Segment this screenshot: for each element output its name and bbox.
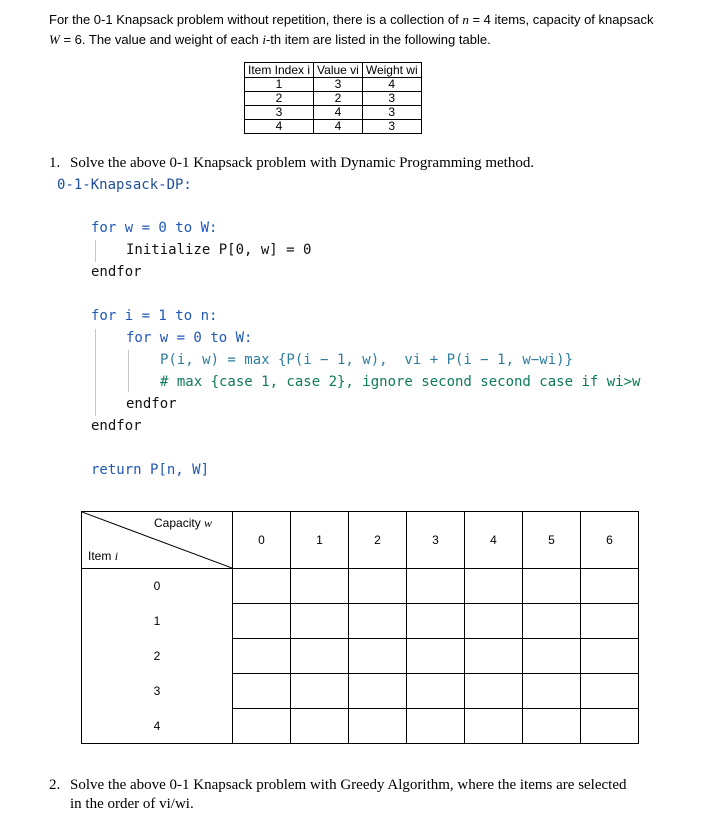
items-table-row bbox=[245, 120, 422, 134]
code-line-for-w-inner: for w = 0 to W: bbox=[126, 330, 253, 346]
dp-row bbox=[82, 639, 639, 674]
code-line-comment: # max {case 1, case 2}, ignore second second case if wi>w bbox=[160, 374, 641, 390]
var-n: n bbox=[462, 12, 469, 27]
code-line-initialize: Initialize P[0, w] = 0 bbox=[126, 242, 312, 258]
dp-empty-cell[interactable] bbox=[407, 709, 465, 744]
items-table-row bbox=[245, 106, 422, 120]
dp-empty-cell[interactable] bbox=[465, 709, 523, 744]
dp-empty-cell[interactable] bbox=[465, 604, 523, 639]
var-i: i bbox=[262, 32, 266, 47]
header-value: Value vi bbox=[314, 63, 363, 78]
item-label: Item i bbox=[88, 549, 119, 563]
dp-column-header: 4 bbox=[465, 512, 523, 569]
dp-empty-cell[interactable] bbox=[581, 569, 639, 604]
intro-text: = 4 items, capacity of knapsack bbox=[468, 12, 654, 27]
dp-empty-cell[interactable] bbox=[407, 604, 465, 639]
intro-text: For the 0-1 Knapsack problem without repetition, there is a collection of bbox=[49, 12, 463, 27]
items-table-cell: 4 bbox=[314, 120, 363, 134]
header-weight: Weight wi bbox=[362, 63, 421, 78]
dp-empty-cell[interactable] bbox=[523, 674, 581, 709]
question-text-line-1: Solve the above 0-1 Knapsack problem with Greedy Algorithm, where the items are selected bbox=[70, 777, 627, 793]
dp-empty-cell[interactable] bbox=[233, 639, 291, 674]
items-table-cell: 3 bbox=[362, 92, 421, 106]
items-table-cell: 4 bbox=[314, 106, 363, 120]
dp-empty-cell[interactable] bbox=[465, 674, 523, 709]
dp-empty-cell[interactable] bbox=[349, 709, 407, 744]
dp-empty-cell[interactable] bbox=[233, 709, 291, 744]
dp-empty-cell[interactable] bbox=[233, 569, 291, 604]
capacity-label: Capacity w bbox=[154, 516, 213, 530]
dp-empty-cell[interactable] bbox=[291, 674, 349, 709]
items-table-cell: 1 bbox=[245, 78, 314, 92]
dp-empty-cell[interactable] bbox=[407, 639, 465, 674]
code-line-return: return P[n, W] bbox=[91, 462, 210, 478]
dp-empty-cell[interactable] bbox=[407, 674, 465, 709]
dp-empty-cell[interactable] bbox=[581, 674, 639, 709]
items-table-cell: 2 bbox=[245, 92, 314, 106]
dp-empty-cell[interactable] bbox=[581, 639, 639, 674]
intro-line-1 bbox=[49, 10, 709, 30]
dp-empty-cell[interactable] bbox=[349, 639, 407, 674]
dp-row-header: 4 bbox=[82, 709, 233, 744]
dp-empty-cell[interactable] bbox=[581, 604, 639, 639]
items-table-cell: 3 bbox=[362, 120, 421, 134]
intro-line-2 bbox=[49, 30, 709, 50]
dp-empty-cell[interactable] bbox=[407, 569, 465, 604]
dp-row bbox=[82, 604, 639, 639]
question-number: 1. bbox=[49, 155, 61, 171]
dp-corner-cell bbox=[82, 512, 233, 569]
dp-empty-cell[interactable] bbox=[291, 569, 349, 604]
dp-empty-cell[interactable] bbox=[349, 604, 407, 639]
algorithm-title: 0-1-Knapsack-DP: bbox=[57, 177, 192, 193]
dp-empty-cell[interactable] bbox=[291, 709, 349, 744]
dp-row bbox=[82, 569, 639, 604]
dp-column-header: 1 bbox=[291, 512, 349, 569]
code-line-for-w: for w = 0 to W: bbox=[91, 220, 218, 236]
dp-column-header: 2 bbox=[349, 512, 407, 569]
dp-empty-cell[interactable] bbox=[523, 639, 581, 674]
question-number: 2. bbox=[49, 777, 61, 793]
items-table-row bbox=[245, 92, 422, 106]
header-item-index: Item Index i bbox=[245, 63, 314, 78]
dp-empty-cell[interactable] bbox=[523, 709, 581, 744]
intro-text: -th item are listed in the following table. bbox=[265, 32, 491, 47]
dp-empty-cell[interactable] bbox=[291, 604, 349, 639]
dp-header-row bbox=[82, 512, 639, 569]
code-line-endfor-outer: endfor bbox=[91, 418, 142, 434]
items-table-cell: 4 bbox=[245, 120, 314, 134]
dp-column-header: 3 bbox=[407, 512, 465, 569]
dp-column-header: 6 bbox=[581, 512, 639, 569]
code-line-endfor-inner: endfor bbox=[126, 396, 177, 412]
code-line-recurrence: P(i, w) = max {P(i − 1, w), vi + P(i − 1, w−wi)} bbox=[160, 352, 574, 368]
dp-empty-cell[interactable] bbox=[465, 569, 523, 604]
question-text-line-2: in the order of vi/wi. bbox=[70, 796, 194, 812]
indent-guide bbox=[128, 350, 129, 392]
items-table-row bbox=[245, 78, 422, 92]
var-W: W bbox=[49, 32, 60, 47]
intro-text: = 6. The value and weight of each bbox=[59, 32, 263, 47]
dp-empty-cell[interactable] bbox=[523, 604, 581, 639]
dp-row-header: 2 bbox=[82, 639, 233, 674]
dp-column-header: 0 bbox=[233, 512, 291, 569]
question-1 bbox=[49, 154, 689, 173]
items-table-cell: 3 bbox=[362, 106, 421, 120]
items-table-cell: 2 bbox=[314, 92, 363, 106]
dp-row bbox=[82, 674, 639, 709]
items-table-cell: 3 bbox=[314, 78, 363, 92]
dp-empty-cell[interactable] bbox=[233, 674, 291, 709]
dp-empty-cell[interactable] bbox=[233, 604, 291, 639]
items-table-cell: 4 bbox=[362, 78, 421, 92]
dp-table bbox=[81, 511, 639, 744]
problem-statement bbox=[49, 10, 709, 50]
question-text: Solve the above 0-1 Knapsack problem with Dynamic Programming method. bbox=[70, 155, 535, 171]
question-2 bbox=[49, 776, 709, 814]
dp-row-header: 0 bbox=[82, 569, 233, 604]
dp-empty-cell[interactable] bbox=[465, 639, 523, 674]
dp-empty-cell[interactable] bbox=[581, 709, 639, 744]
dp-column-header: 5 bbox=[523, 512, 581, 569]
indent-guide bbox=[95, 329, 96, 416]
dp-empty-cell[interactable] bbox=[349, 569, 407, 604]
items-table-cell: 3 bbox=[245, 106, 314, 120]
items-table bbox=[244, 62, 422, 134]
items-table-header-row bbox=[245, 63, 422, 78]
dp-row bbox=[82, 709, 639, 744]
dp-row-header: 3 bbox=[82, 674, 233, 709]
code-line-for-i: for i = 1 to n: bbox=[91, 308, 218, 324]
indent-guide bbox=[95, 240, 96, 262]
dp-empty-cell[interactable] bbox=[523, 569, 581, 604]
code-line-endfor: endfor bbox=[91, 264, 142, 280]
dp-row-header: 1 bbox=[82, 604, 233, 639]
dp-empty-cell[interactable] bbox=[349, 674, 407, 709]
dp-empty-cell[interactable] bbox=[291, 639, 349, 674]
